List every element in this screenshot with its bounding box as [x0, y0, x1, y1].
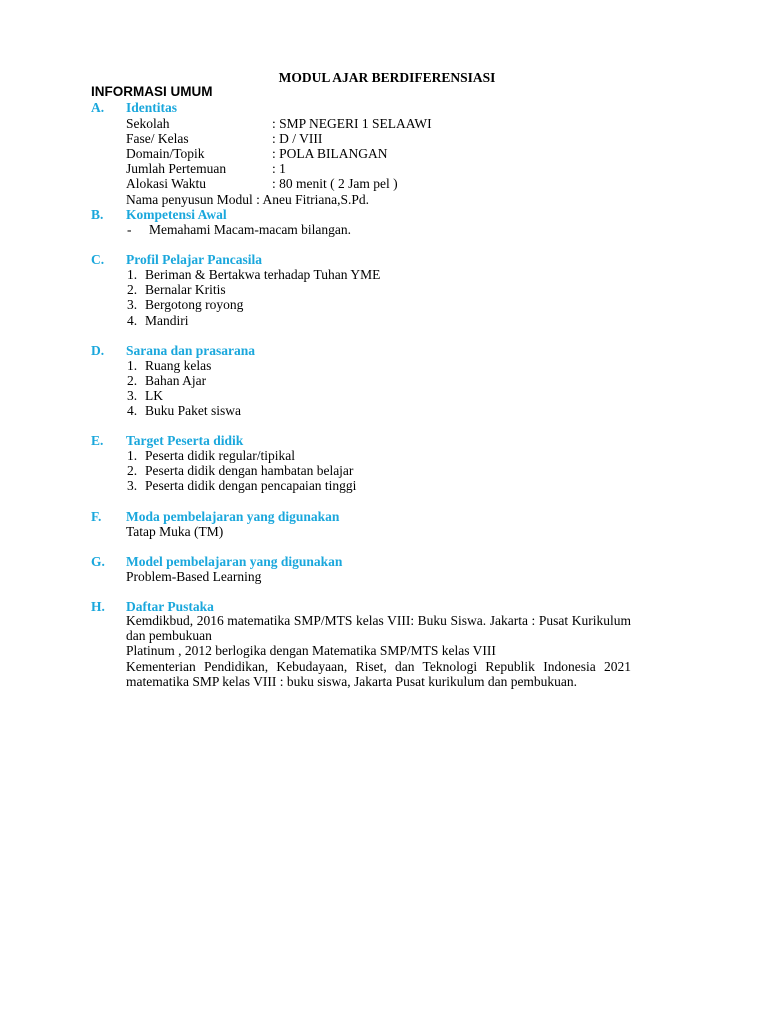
field-pertemuan-label: Jumlah Pertemuan [126, 161, 227, 176]
model-text: Problem-Based Learning [126, 569, 262, 584]
list-item-number: 1. [127, 358, 138, 373]
list-item-number: 3. [127, 388, 138, 403]
field-alokasi-label: Alokasi Waktu [126, 176, 207, 191]
list-item: LK [145, 388, 163, 403]
section-e-letter: E. [91, 433, 104, 448]
section-h-title: Daftar Pustaka [126, 599, 214, 614]
field-domain-value: : POLA BILANGAN [272, 146, 388, 161]
section-d-title: Sarana dan prasarana [126, 343, 256, 358]
section-g-title: Model pembelajaran yang digunakan [126, 554, 343, 569]
kompetensi-text: Memahami Macam-macam bilangan. [149, 222, 352, 237]
list-item-number: 2. [127, 282, 138, 297]
field-fase-value: : D / VIII [272, 131, 323, 146]
list-item-number: 3. [127, 297, 138, 312]
list-item-number: 1. [127, 448, 138, 463]
field-sekolah-label: Sekolah [126, 116, 170, 131]
list-item-number: 3. [127, 478, 138, 493]
list-item: Peserta didik dengan pencapaian tinggi [145, 478, 357, 493]
list-item: Mandiri [145, 313, 189, 328]
kompetensi-bullet: - [127, 222, 132, 237]
section-a-letter: A. [91, 100, 105, 115]
moda-text: Tatap Muka (TM) [126, 524, 224, 539]
list-item-number: 4. [127, 313, 138, 328]
field-fase-label: Fase/ Kelas [126, 131, 189, 146]
list-item: Bernalar Kritis [145, 282, 226, 297]
list-item-number: 4. [127, 403, 138, 418]
list-item-number: 2. [127, 463, 138, 478]
reference-item: Kemdikbud, 2016 matematika SMP/MTS kelas VIII: Buku Siswa. Jakarta : Pusat Kurikulum dan pembukuan [126, 613, 631, 644]
list-item: Bergotong royong [145, 297, 244, 312]
section-b-letter: B. [91, 207, 104, 222]
list-item: Peserta didik regular/tipikal [145, 448, 295, 463]
document-title: MODUL AJAR BERDIFERENSIASI [278, 70, 496, 85]
list-item-number: 2. [127, 373, 138, 388]
section-e-title: Target Peserta didik [126, 433, 244, 448]
reference-item: Platinum , 2012 berlogika dengan Matematika SMP/MTS kelas VIII [126, 643, 496, 659]
list-item: Ruang kelas [145, 358, 212, 373]
section-b-title: Kompetensi Awal [126, 207, 227, 222]
field-alokasi-value: : 80 menit ( 2 Jam pel ) [272, 176, 398, 191]
section-d-letter: D. [91, 343, 105, 358]
list-item: Beriman & Bertakwa terhadap Tuhan YME [145, 267, 381, 282]
reference-item: Kementerian Pendidikan, Kebudayaan, Riset, dan Teknologi Republik Indonesia 2021 matematika SMP kelas VIII : buku siswa, Jakarta Pusat kurikulum dan pembukuan. [126, 658, 631, 689]
field-sekolah-value: : SMP NEGERI 1 SELAAWI [272, 116, 432, 131]
list-item: Peserta didik dengan hambatan belajar [145, 463, 354, 478]
field-pertemuan-value: : 1 [272, 161, 286, 176]
field-domain-label: Domain/Topik [126, 146, 205, 161]
section-h-letter: H. [91, 599, 105, 614]
section-g-letter: G. [91, 554, 105, 569]
section-c-title: Profil Pelajar Pancasila [126, 252, 262, 267]
section-f-letter: F. [91, 509, 102, 524]
general-info-header: INFORMASI UMUM [91, 84, 213, 99]
section-f-title: Moda pembelajaran yang digunakan [126, 509, 340, 524]
list-item: Bahan Ajar [145, 373, 207, 388]
list-item-number: 1. [127, 267, 138, 282]
reference-list [126, 613, 631, 689]
list-item: Buku Paket siswa [145, 403, 241, 418]
field-penyusun: Nama penyusun Modul : Aneu Fitriana,S.Pd. [126, 192, 369, 207]
section-c-letter: C. [91, 252, 105, 267]
section-a-title: Identitas [126, 100, 178, 115]
